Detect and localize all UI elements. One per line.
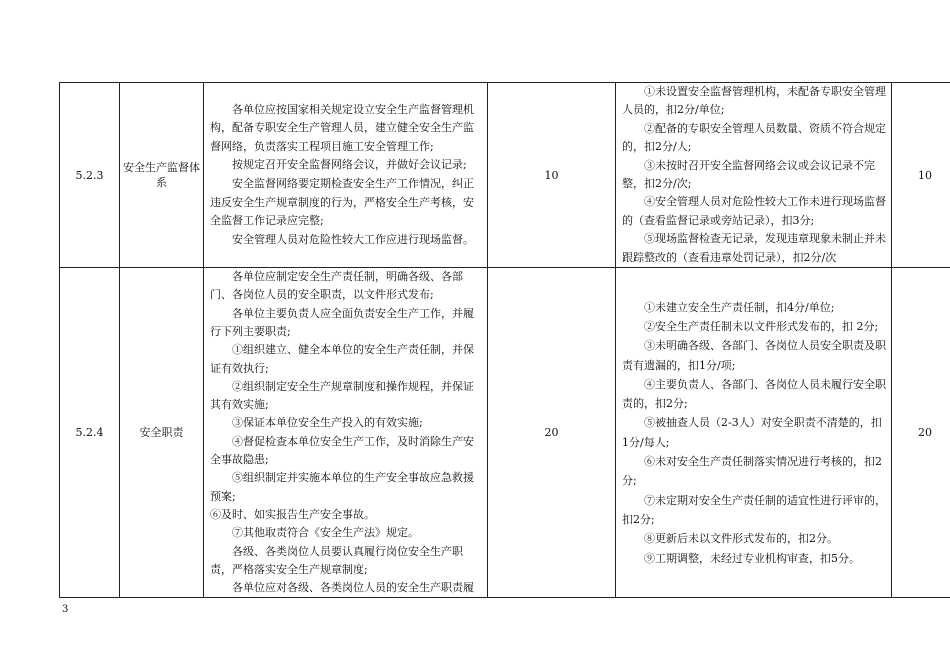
requirement-paragraph: 各单位应制定安全生产责任制，明确各级、各部门、各岗位人员的安全职责，以文件形式发布; [210,270,463,302]
requirement-paragraph: ③保证本单位安全生产投入的有效实施; [232,416,423,430]
page-number: 3 [62,604,69,615]
scoring-method-cell [616,83,892,268]
item-number: 5.2.4 [60,268,120,598]
scoring-method-text [616,298,891,568]
deduction-item: ①未设置安全监督管理机构，未配备专职安全管理人员的，扣2分/单位; [622,85,886,117]
requirement-paragraph: 按规定召开安全监督网络会议，并做好会议记录; [232,158,467,172]
standard-score: 20 [488,268,616,598]
table-row [60,83,950,268]
deduction-item: ②配备的专职安全管理人员数量、资质不符合规定的，扣2分/人; [622,121,886,154]
standard-score: 10 [488,83,616,268]
requirement-paragraph: 各单位主要负责人应全面负责安全生产工作，并履行下列主要职责; [210,306,474,338]
requirement-paragraph: ⑥及时、如实报告生产安全事故。 [210,507,375,521]
item-name: 安全职责 [120,268,204,598]
actual-score: 10 [892,83,950,268]
deduction-item: ⑨工期调整，未经过专业机构审查，扣5分。 [644,551,860,565]
requirements-cell [204,268,488,598]
deduction-item: ⑤被抽查人员（2-3人）对安全职责不清楚的，扣1分/每人; [622,416,882,449]
requirement-paragraph: ②组织制定安全生产规章制度和操作规程，并保证其有效实施; [210,379,474,412]
scoring-method-cell [616,268,892,598]
requirements-cell [204,83,488,268]
table-row [60,268,950,598]
deduction-item: ③未明确各级、各部门、各岗位人员安全职责及职责有遗漏的，扣1分/项; [622,339,886,372]
deduction-item: ②安全生产责任制未以文件形式发布的，扣 2分; [644,319,879,333]
scoring-method-text [616,83,891,267]
requirement-paragraph: 各级、各类岗位人员要认真履行岗位安全生产职责，严格落实安全生产规章制度; [210,544,463,576]
deduction-item: ④主要负责人、各部门、各岗位人员未履行安全职责的，扣2分; [622,377,886,411]
item-number: 5.2.3 [60,83,120,268]
evaluation-table [59,82,950,598]
actual-score: 20 [892,268,950,598]
requirement-paragraph: 安全监督网络要定期检查安全生产工作情况，纠正违反安全生产规章制度的行为，严格安全生产考核，安全监督工作记录应完整; [210,177,474,228]
item-name: 安全生产监督体系 [120,83,204,268]
deduction-item: ⑦未定期对安全生产责任制的适宜性进行评审的，扣2分; [622,493,886,526]
requirement-paragraph: ①组织建立、健全本单位的安全生产责任制，并保证有效执行; [210,343,474,375]
requirement-paragraph: 安全管理人员对危险性较大工作应进行现场监督。 [232,232,474,246]
requirements-text [204,101,487,250]
requirements-text [204,268,487,597]
deduction-item: ⑥未对安全生产责任制落实情况进行考核的，扣2分; [622,455,882,488]
requirement-paragraph: 各单位应按国家相关规定设立安全生产监督管理机构，配备专职安全生产管理人员，建立健全安全生产监督网络，负责落实工程项目施工安全管理工作; [210,102,474,153]
requirement-paragraph: ⑤组织制定并实施本单位的生产安全事故应急救援预案; [210,471,474,503]
deduction-item: ④安全管理人员对危险性较大工作未进行现场监督的（查看监督记录或旁站记录），扣3分; [622,195,886,227]
deduction-item: ⑧更新后未以文件形式发布的，扣2分。 [644,532,838,546]
requirement-paragraph: ⑦其他取责符合《安全生产法》规定。 [232,526,419,540]
deduction-item: ①未建立安全生产责任制，扣4分/单位; [644,300,835,314]
deduction-item: ⑤现场监督检查无记录，发现违章现象未制止并未跟踪整改的（查看违章处罚记录），扣2分/次 [622,232,886,264]
requirement-paragraph: 各单位应对各级、各类岗位人员的安全生产职责履 [232,581,474,595]
deduction-item: ③未按时召开安全监督网络会议或会议记录不完整，扣2分/次; [622,158,875,191]
requirement-paragraph: ④督促检查本单位安全生产工作，及时消除生产安全事故隐患; [210,434,474,467]
